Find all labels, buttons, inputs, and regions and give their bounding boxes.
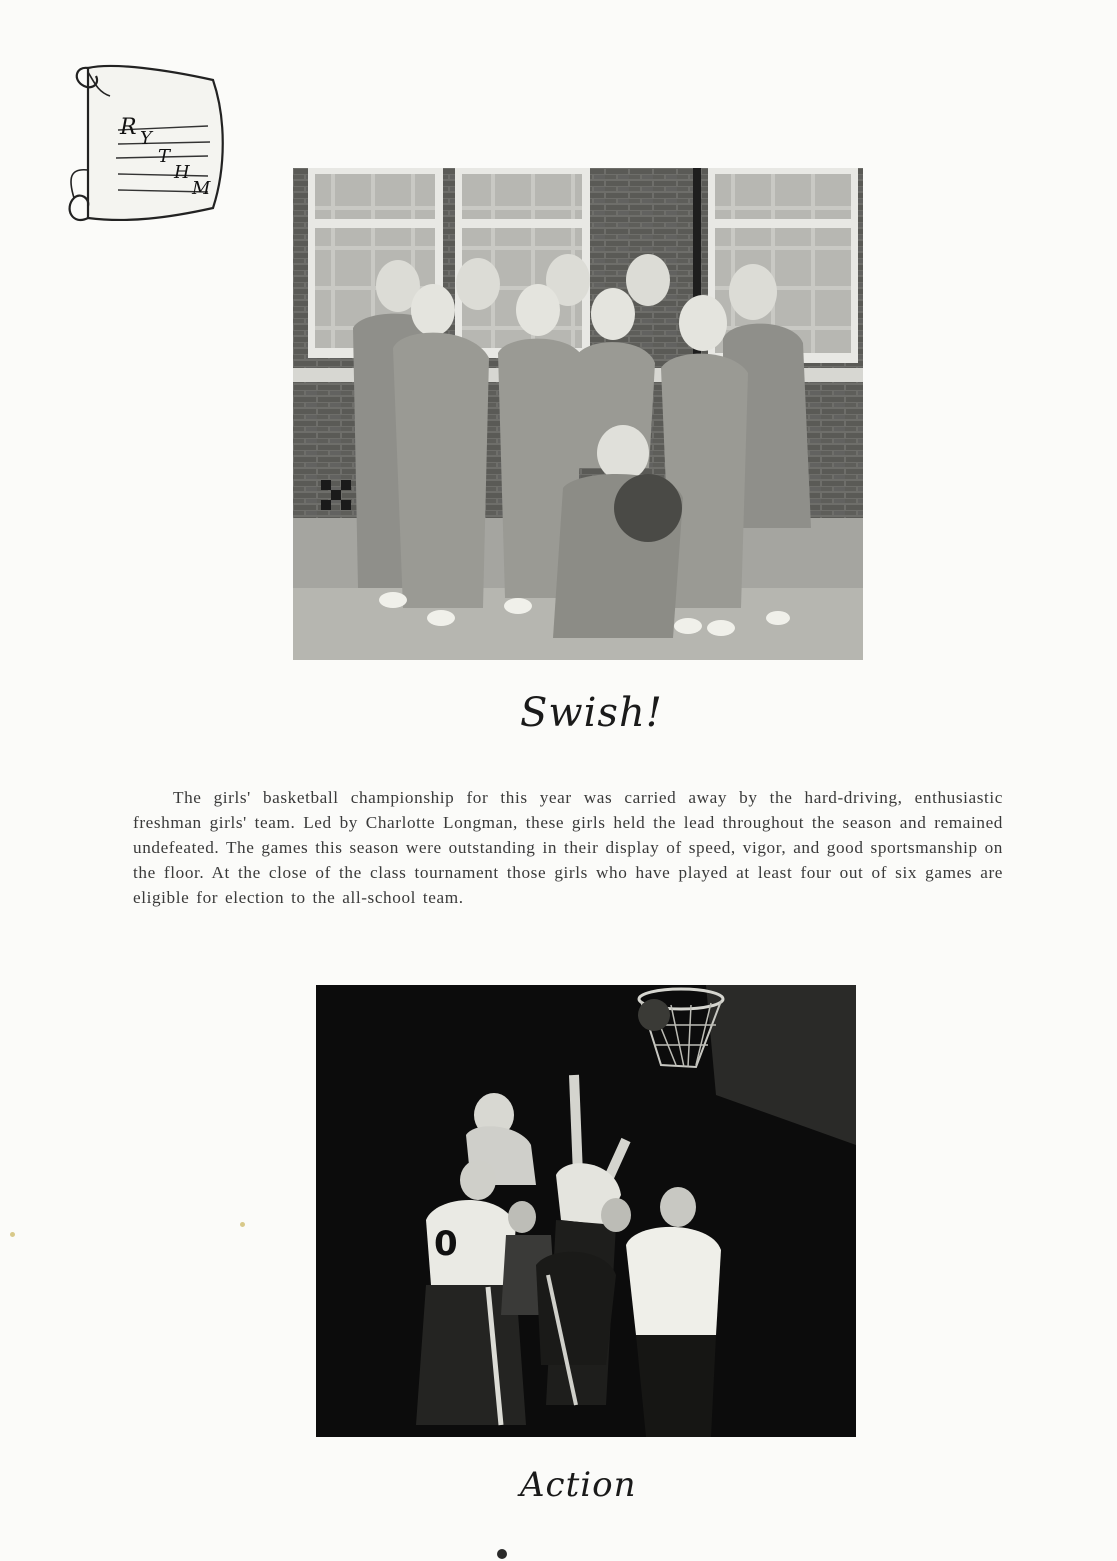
svg-text:M: M [192,178,211,199]
action-photo-image [316,985,856,1437]
swish-caption: Swish! [520,690,663,736]
speck-dot [240,1222,245,1227]
scroll-icon [58,58,233,238]
action-caption: Action [520,1465,637,1505]
speck-dot [497,1549,507,1559]
scroll-logo [58,58,233,238]
jersey-number: 0 [434,1224,458,1264]
svg-text:R: R [120,115,137,140]
svg-text:H: H [174,162,190,183]
body-paragraph: The girls' basketball championship for this year was carried away by the hard-driving, enthusiastic freshman girls' team. Led by Charlotte Longman, these girls held the lead throughout the season and remained undefeated. The games this season were outstanding in their display of speed, vigor, and good sportsmanship on the floor. At the close of the class tournament those girls who have played at least four out of six games are eligible for election to the all-school team. [133,788,1003,908]
svg-text:T: T [158,146,171,167]
speck-dot [10,1232,15,1237]
team-photo-image [293,168,863,660]
team-photo [293,168,863,660]
svg-text:Y: Y [140,128,152,149]
action-photo [316,985,856,1437]
